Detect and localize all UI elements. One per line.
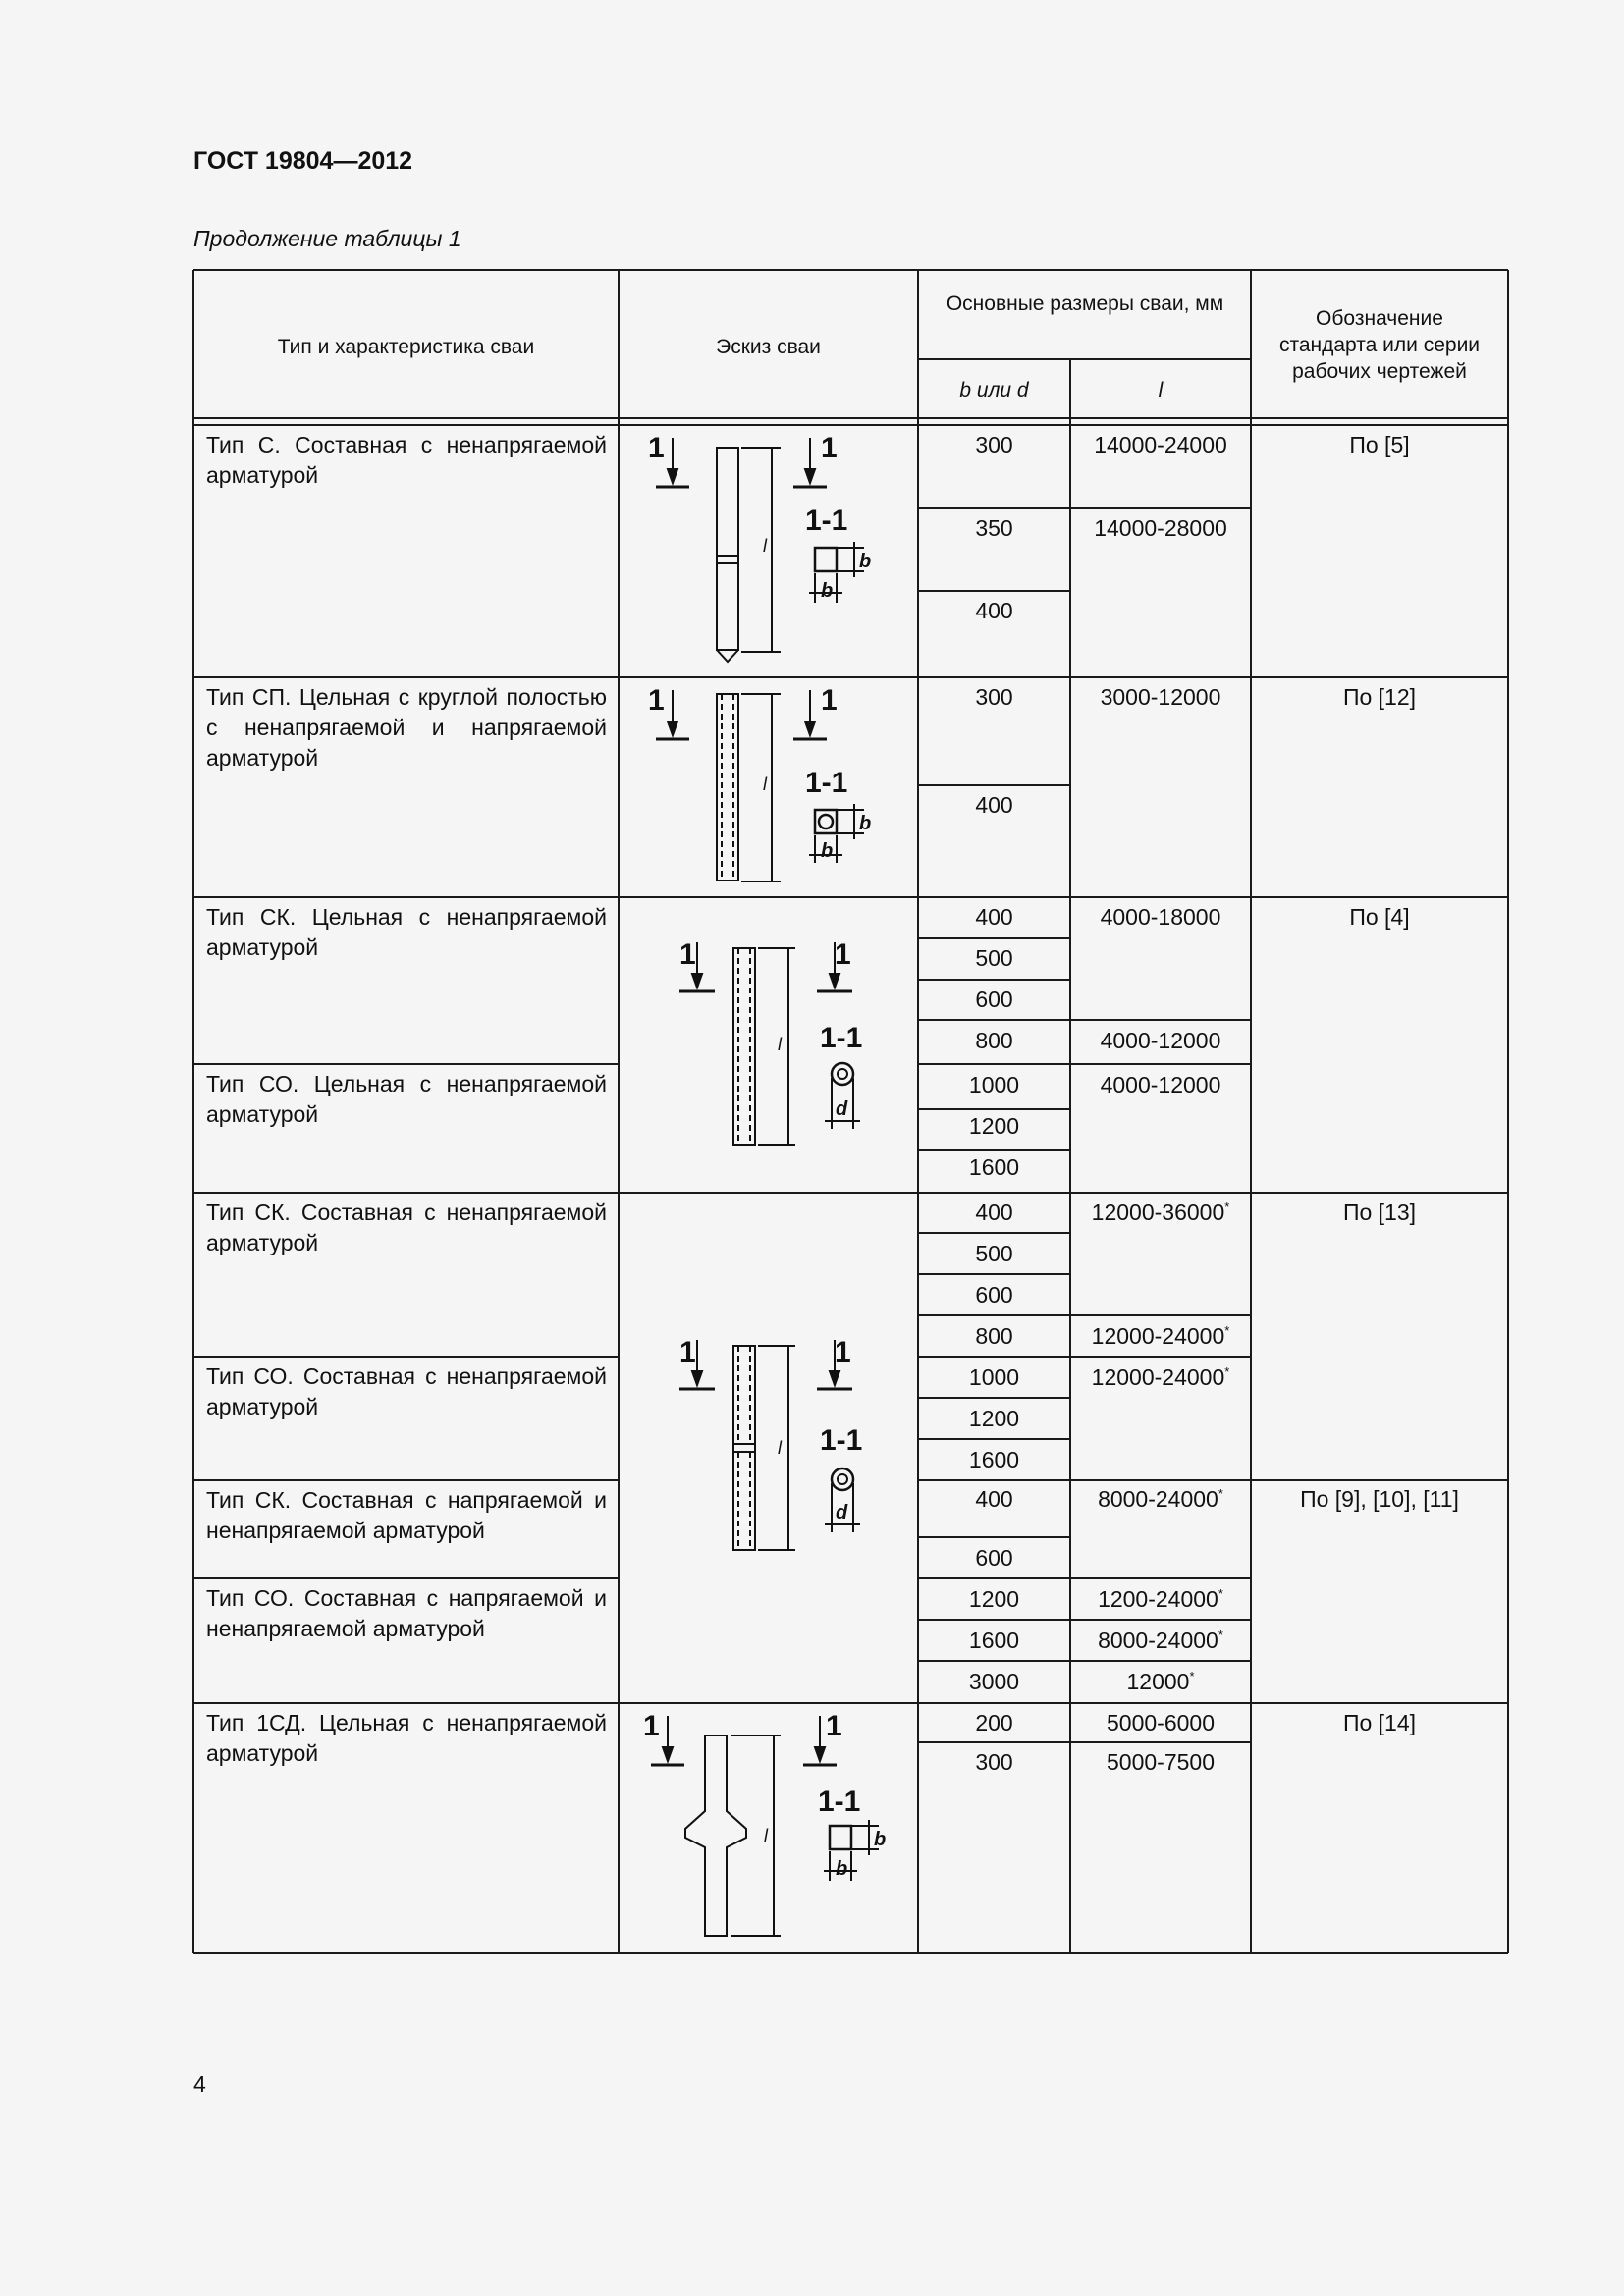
pile-type-sp-solid: Тип СП. Цельная с круглой полостью с ненапрягаемой и напрягаемой арматурой xyxy=(206,684,607,771)
size-b-value: 400 xyxy=(975,1486,1013,1512)
footnote-mark: * xyxy=(1218,1586,1223,1601)
pile-type-sk-solid: Тип СК. Цельная с ненапрягаемой арматурой xyxy=(206,904,607,960)
width-label: b xyxy=(836,1858,848,1880)
size-b-value: 800 xyxy=(975,1323,1013,1349)
section-mark-label: 1 xyxy=(821,684,838,717)
size-l-value xyxy=(1070,1198,1251,1228)
section-mark-label: 1 xyxy=(826,1710,842,1742)
size-b-value: 400 xyxy=(975,1200,1013,1225)
size-l-value xyxy=(1070,1667,1251,1697)
section-title-label: 1-1 xyxy=(805,767,848,799)
standard-reference: По [12] xyxy=(1342,684,1417,710)
section-title-label: 1-1 xyxy=(820,1022,863,1054)
section-mark-label: 1 xyxy=(679,1336,696,1368)
size-b-value: 1200 xyxy=(968,1586,1020,1612)
size-l-text: 8000-24000 xyxy=(1098,1486,1218,1512)
size-b-value: 1600 xyxy=(968,1628,1020,1653)
pile-type-so-composite: Тип СО. Составная с ненапрягаемой арматурой xyxy=(206,1363,607,1419)
length-label: l xyxy=(778,1035,782,1054)
pile-sketch-type-1sd xyxy=(643,1708,903,1944)
footnote-mark: * xyxy=(1224,1364,1230,1379)
size-b-value: 1000 xyxy=(968,1072,1020,1097)
col-header-dims: Основные размеры сваи, мм xyxy=(946,293,1224,315)
width-label: b xyxy=(821,580,834,602)
footnote-mark: * xyxy=(1218,1486,1223,1501)
footnote-mark: * xyxy=(1224,1323,1230,1338)
size-b-value: 800 xyxy=(975,1028,1013,1053)
length-label: l xyxy=(763,536,767,556)
col-header-standard: Обозначение стандарта или серии рабочих чертежей xyxy=(1278,307,1481,383)
diameter-label: d xyxy=(836,1098,848,1120)
pile-sketch-type-s xyxy=(648,430,893,666)
size-b-value: 600 xyxy=(975,987,1013,1012)
section-title-label: 1-1 xyxy=(820,1424,863,1457)
size-b-value: 500 xyxy=(975,945,1013,971)
size-b-value: 200 xyxy=(975,1710,1013,1735)
pile-sketch-type-sk-so-solid xyxy=(668,933,893,1158)
size-l-value: 4000-18000 xyxy=(1100,904,1221,930)
col-header-l: l xyxy=(1158,379,1164,401)
size-l-text: 12000-36000 xyxy=(1091,1200,1225,1225)
width-label: b xyxy=(859,813,872,834)
size-b-value: 400 xyxy=(975,598,1013,623)
size-l-value: 14000-24000 xyxy=(1094,432,1227,457)
pile-sketch-type-sp xyxy=(648,682,893,893)
size-l-text: 8000-24000 xyxy=(1098,1628,1218,1653)
section-mark-label: 1 xyxy=(679,938,696,971)
standard-reference: По [9], [10], [11] xyxy=(1300,1486,1459,1512)
width-label: b xyxy=(859,551,872,572)
size-b-value: 1000 xyxy=(968,1364,1020,1390)
size-b-value: 1600 xyxy=(968,1447,1020,1472)
pile-type-so-prestressed: Тип СО. Составная с напрягаемой и ненапрягаемой арматурой xyxy=(206,1585,607,1641)
pile-type-1sd-solid: Тип 1СД. Цельная с ненапрягаемой арматурой xyxy=(206,1710,607,1766)
size-l-value xyxy=(1070,1484,1251,1515)
pile-type-so-solid: Тип СО. Цельная с ненапрягаемой арматурой xyxy=(206,1071,607,1127)
footnote-mark: * xyxy=(1189,1669,1195,1683)
size-l-text: 12000-24000 xyxy=(1091,1364,1225,1390)
length-label: l xyxy=(764,1826,768,1845)
section-title-label: 1-1 xyxy=(805,505,848,537)
size-b-value: 500 xyxy=(975,1241,1013,1266)
size-l-value xyxy=(1070,1584,1251,1615)
size-b-value: 3000 xyxy=(968,1669,1020,1694)
pile-sketch-type-sk-so-composite xyxy=(668,1330,893,1566)
standard-reference: По [13] xyxy=(1342,1200,1417,1225)
col-header-sketch: Эскиз сваи xyxy=(716,336,821,358)
size-l-value xyxy=(1070,1626,1251,1656)
size-l-value: 4000-12000 xyxy=(1100,1028,1221,1053)
section-mark-label: 1 xyxy=(821,432,838,464)
size-b-value: 1200 xyxy=(968,1113,1020,1139)
page-number: 4 xyxy=(193,2071,206,2097)
pile-type-s-composite: Тип С. Составная с ненапрягаемой арматурой xyxy=(206,432,607,488)
size-b-value: 300 xyxy=(975,432,1013,457)
standard-reference: По [4] xyxy=(1349,904,1410,930)
size-l-text: 12000 xyxy=(1126,1669,1190,1694)
size-l-value xyxy=(1070,1362,1251,1393)
document-code: ГОСТ 19804—2012 xyxy=(193,147,413,175)
size-l-value: 4000-12000 xyxy=(1100,1072,1221,1097)
section-title-label: 1-1 xyxy=(818,1786,861,1818)
length-label: l xyxy=(778,1438,782,1458)
width-label: b xyxy=(874,1829,887,1850)
size-b-value: 350 xyxy=(975,515,1013,541)
size-b-value: 400 xyxy=(975,792,1013,818)
table-caption: Продолжение таблицы 1 xyxy=(193,226,461,251)
pile-type-sk-prestressed: Тип СК. Составная с напрягаемой и ненапрягаемой арматурой xyxy=(206,1487,607,1543)
footnote-mark: * xyxy=(1224,1200,1230,1214)
size-b-value: 600 xyxy=(975,1282,1013,1308)
diameter-label: d xyxy=(836,1502,848,1523)
pile-type-sk-composite: Тип СК. Составная с ненапрягаемой арматурой xyxy=(206,1200,607,1255)
col-header-b-or-d: b или d xyxy=(959,379,1029,401)
section-mark-label: 1 xyxy=(648,432,665,464)
width-label: b xyxy=(821,840,834,862)
footnote-mark: * xyxy=(1218,1628,1223,1642)
size-l-value: 5000-6000 xyxy=(1107,1710,1215,1735)
size-b-value: 1200 xyxy=(968,1406,1020,1431)
size-b-value: 300 xyxy=(975,1749,1013,1775)
size-l-value: 5000-7500 xyxy=(1107,1749,1215,1775)
section-mark-label: 1 xyxy=(835,938,851,971)
length-label: l xyxy=(763,774,767,794)
size-l-text: 12000-24000 xyxy=(1091,1323,1225,1349)
size-l-text: 1200-24000 xyxy=(1098,1586,1218,1612)
col-header-type: Тип и характеристика сваи xyxy=(277,336,535,358)
size-b-value: 300 xyxy=(975,684,1013,710)
section-mark-label: 1 xyxy=(643,1710,660,1742)
size-l-value: 14000-28000 xyxy=(1094,515,1227,541)
section-mark-label: 1 xyxy=(648,684,665,717)
size-b-value: 400 xyxy=(975,904,1013,930)
section-mark-label: 1 xyxy=(835,1336,851,1368)
size-b-value: 600 xyxy=(975,1545,1013,1571)
standard-reference: По [14] xyxy=(1342,1710,1417,1735)
size-l-value: 3000-12000 xyxy=(1100,684,1221,710)
standard-reference: По [5] xyxy=(1349,432,1410,457)
size-l-value xyxy=(1070,1321,1251,1352)
size-b-value: 1600 xyxy=(968,1154,1020,1180)
